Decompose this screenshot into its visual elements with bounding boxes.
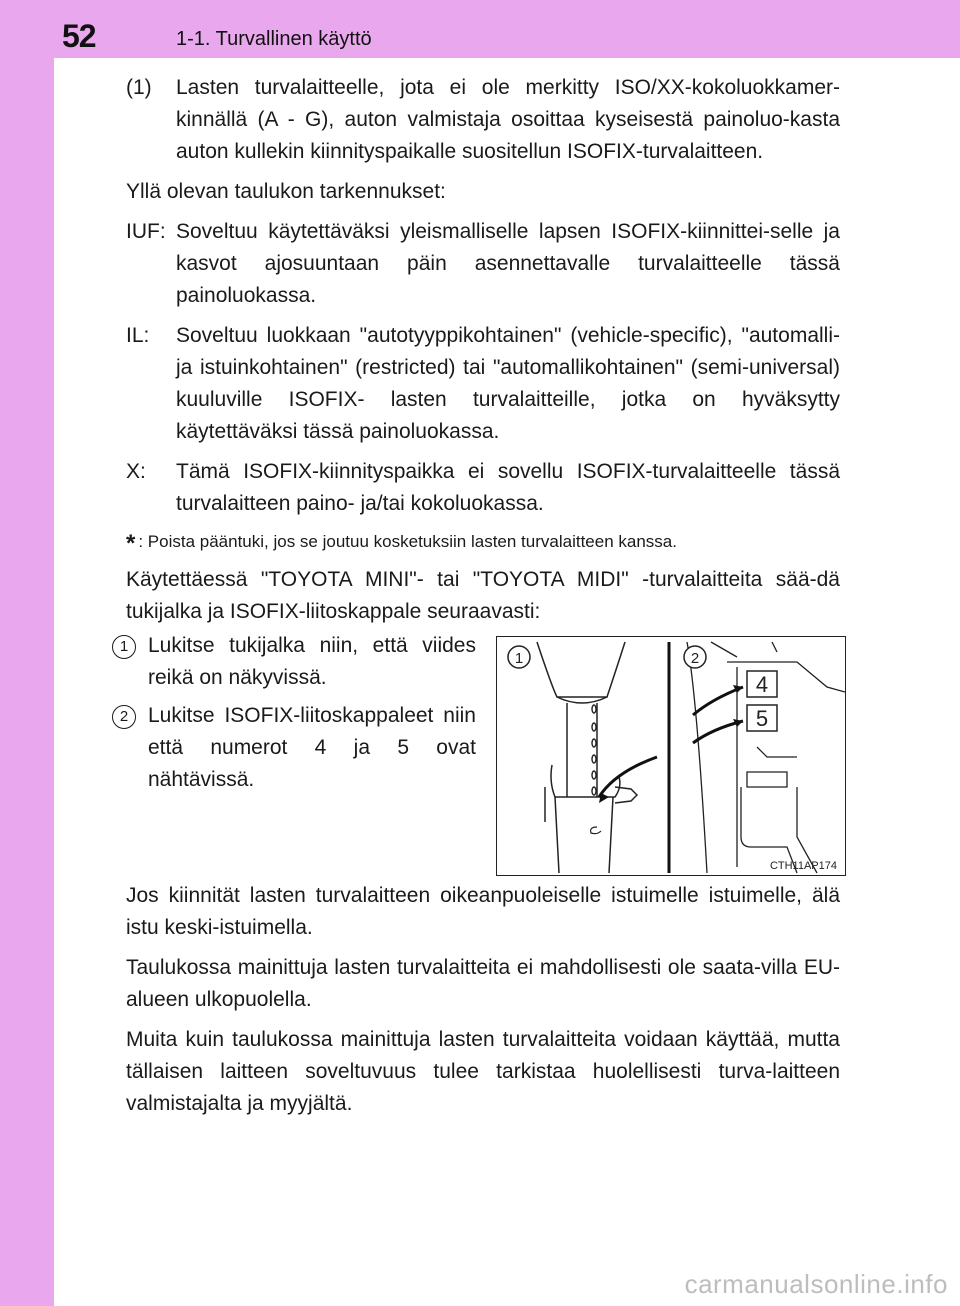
bottom-paragraph-3: Muita kuin taulukossa mainittuja lasten turvalaitteita voidaan käyttää, mutta tällaisen laitteen soveltuvuus tulee tarkistaa huolellisesti turva-laitteen valmistajalta ja myyjältä. — [126, 1028, 840, 1115]
digit-5-label: 5 — [755, 706, 769, 731]
note-iuf — [126, 216, 840, 312]
step-1-number: 1 — [112, 635, 136, 659]
watermark: carmanualsonline.info — [684, 1269, 948, 1299]
step-1-text: Lukitse tukijalka niin, että viides reikä on näkyvissä. — [148, 634, 476, 689]
steps-list — [112, 630, 476, 802]
left-accent-band — [0, 0, 54, 1306]
toyota-instruction: Käytettäessä "TOYOTA MINI"- tai "TOYOTA MIDI" -turvalaitteita sää-dä tukijalka ja ISOFIX-liitoskappale seuraavasti: — [126, 568, 840, 623]
notes-intro: Yllä olevan taulukon tarkennukset: — [126, 180, 446, 203]
note-x-mark: X: — [126, 460, 146, 483]
top-accent-band — [0, 0, 960, 58]
note-x — [126, 456, 840, 520]
note-item-1-mark: (1) — [126, 76, 152, 99]
note-il — [126, 320, 840, 448]
digit-4-label: 4 — [755, 672, 769, 697]
asterisk-note-text: : Poista pääntuki, jos se joutuu kosketuksiin lasten turvalaitteen kanssa. — [138, 532, 677, 551]
step-2-text: Lukitse ISOFIX-liitoskappaleet niin että numerot 4 ja 5 ovat nähtävissä. — [148, 704, 476, 791]
note-item-1 — [126, 72, 840, 168]
asterisk-note — [126, 526, 840, 560]
asterisk-symbol: * — [126, 530, 136, 557]
note-x-text: Tämä ISOFIX-kiinnityspaikka ei sovellu ISOFIX-turvalaitteelle tässä turvalaitteen paino- ja/tai kokoluokassa. — [176, 460, 840, 515]
note-item-1-text: Lasten turvalaitteelle, jota ei ole merkitty ISO/XX-kokoluokkamer-kinnällä (A - G), auton valmistaja osoittaa kyseisestä painoluo-kasta auton kullekin kiinnityspaikalle suositellun ISOFIX-turvalaitteen. — [176, 76, 840, 163]
step-1 — [112, 630, 476, 694]
note-il-mark: IL: — [126, 324, 150, 347]
figure-label-1: 1 — [514, 650, 524, 667]
step-2-number: 2 — [112, 705, 136, 729]
step-2 — [112, 700, 476, 796]
page-number: 52 — [62, 18, 96, 54]
bottom-paragraph-2: Taulukossa mainittuja lasten turvalaitteita ei mahdollisesti ole saata-villa EU-alueen ulkopuolella. — [126, 956, 840, 1011]
notes-section — [126, 72, 840, 628]
isofix-illustration — [496, 636, 846, 876]
illustration-drawing — [497, 637, 845, 875]
note-iuf-mark: IUF: — [126, 220, 166, 243]
bottom-paragraph-1: Jos kiinnität lasten turvalaitteen oikeanpuoleiselle istuimelle istuimelle, älä istu keski-istuimella. — [126, 884, 840, 939]
figure-code: CTH11AP174 — [769, 860, 837, 872]
section-title: 1-1. Turvallinen käyttö — [176, 28, 372, 50]
note-il-text: Soveltuu luokkaan "autotyyppikohtainen" (vehicle-specific), "automalli- ja istuinkohtainen" (restricted) tai "automallikohtainen" (semi-universal) kuuluville ISOFIX- lasten turvalaitteille, jotka on hyväksytty käytettäväksi tässä painoluokassa. — [176, 324, 840, 443]
figure-label-2: 2 — [690, 650, 700, 667]
note-iuf-text: Soveltuu käytettäväksi yleismalliselle lapsen ISOFIX-kiinnittei-selle ja kasvot ajosuuntaan päin asennettavalle turvalaitteelle tässä painoluokassa. — [176, 220, 840, 307]
bottom-notes — [126, 880, 840, 1128]
